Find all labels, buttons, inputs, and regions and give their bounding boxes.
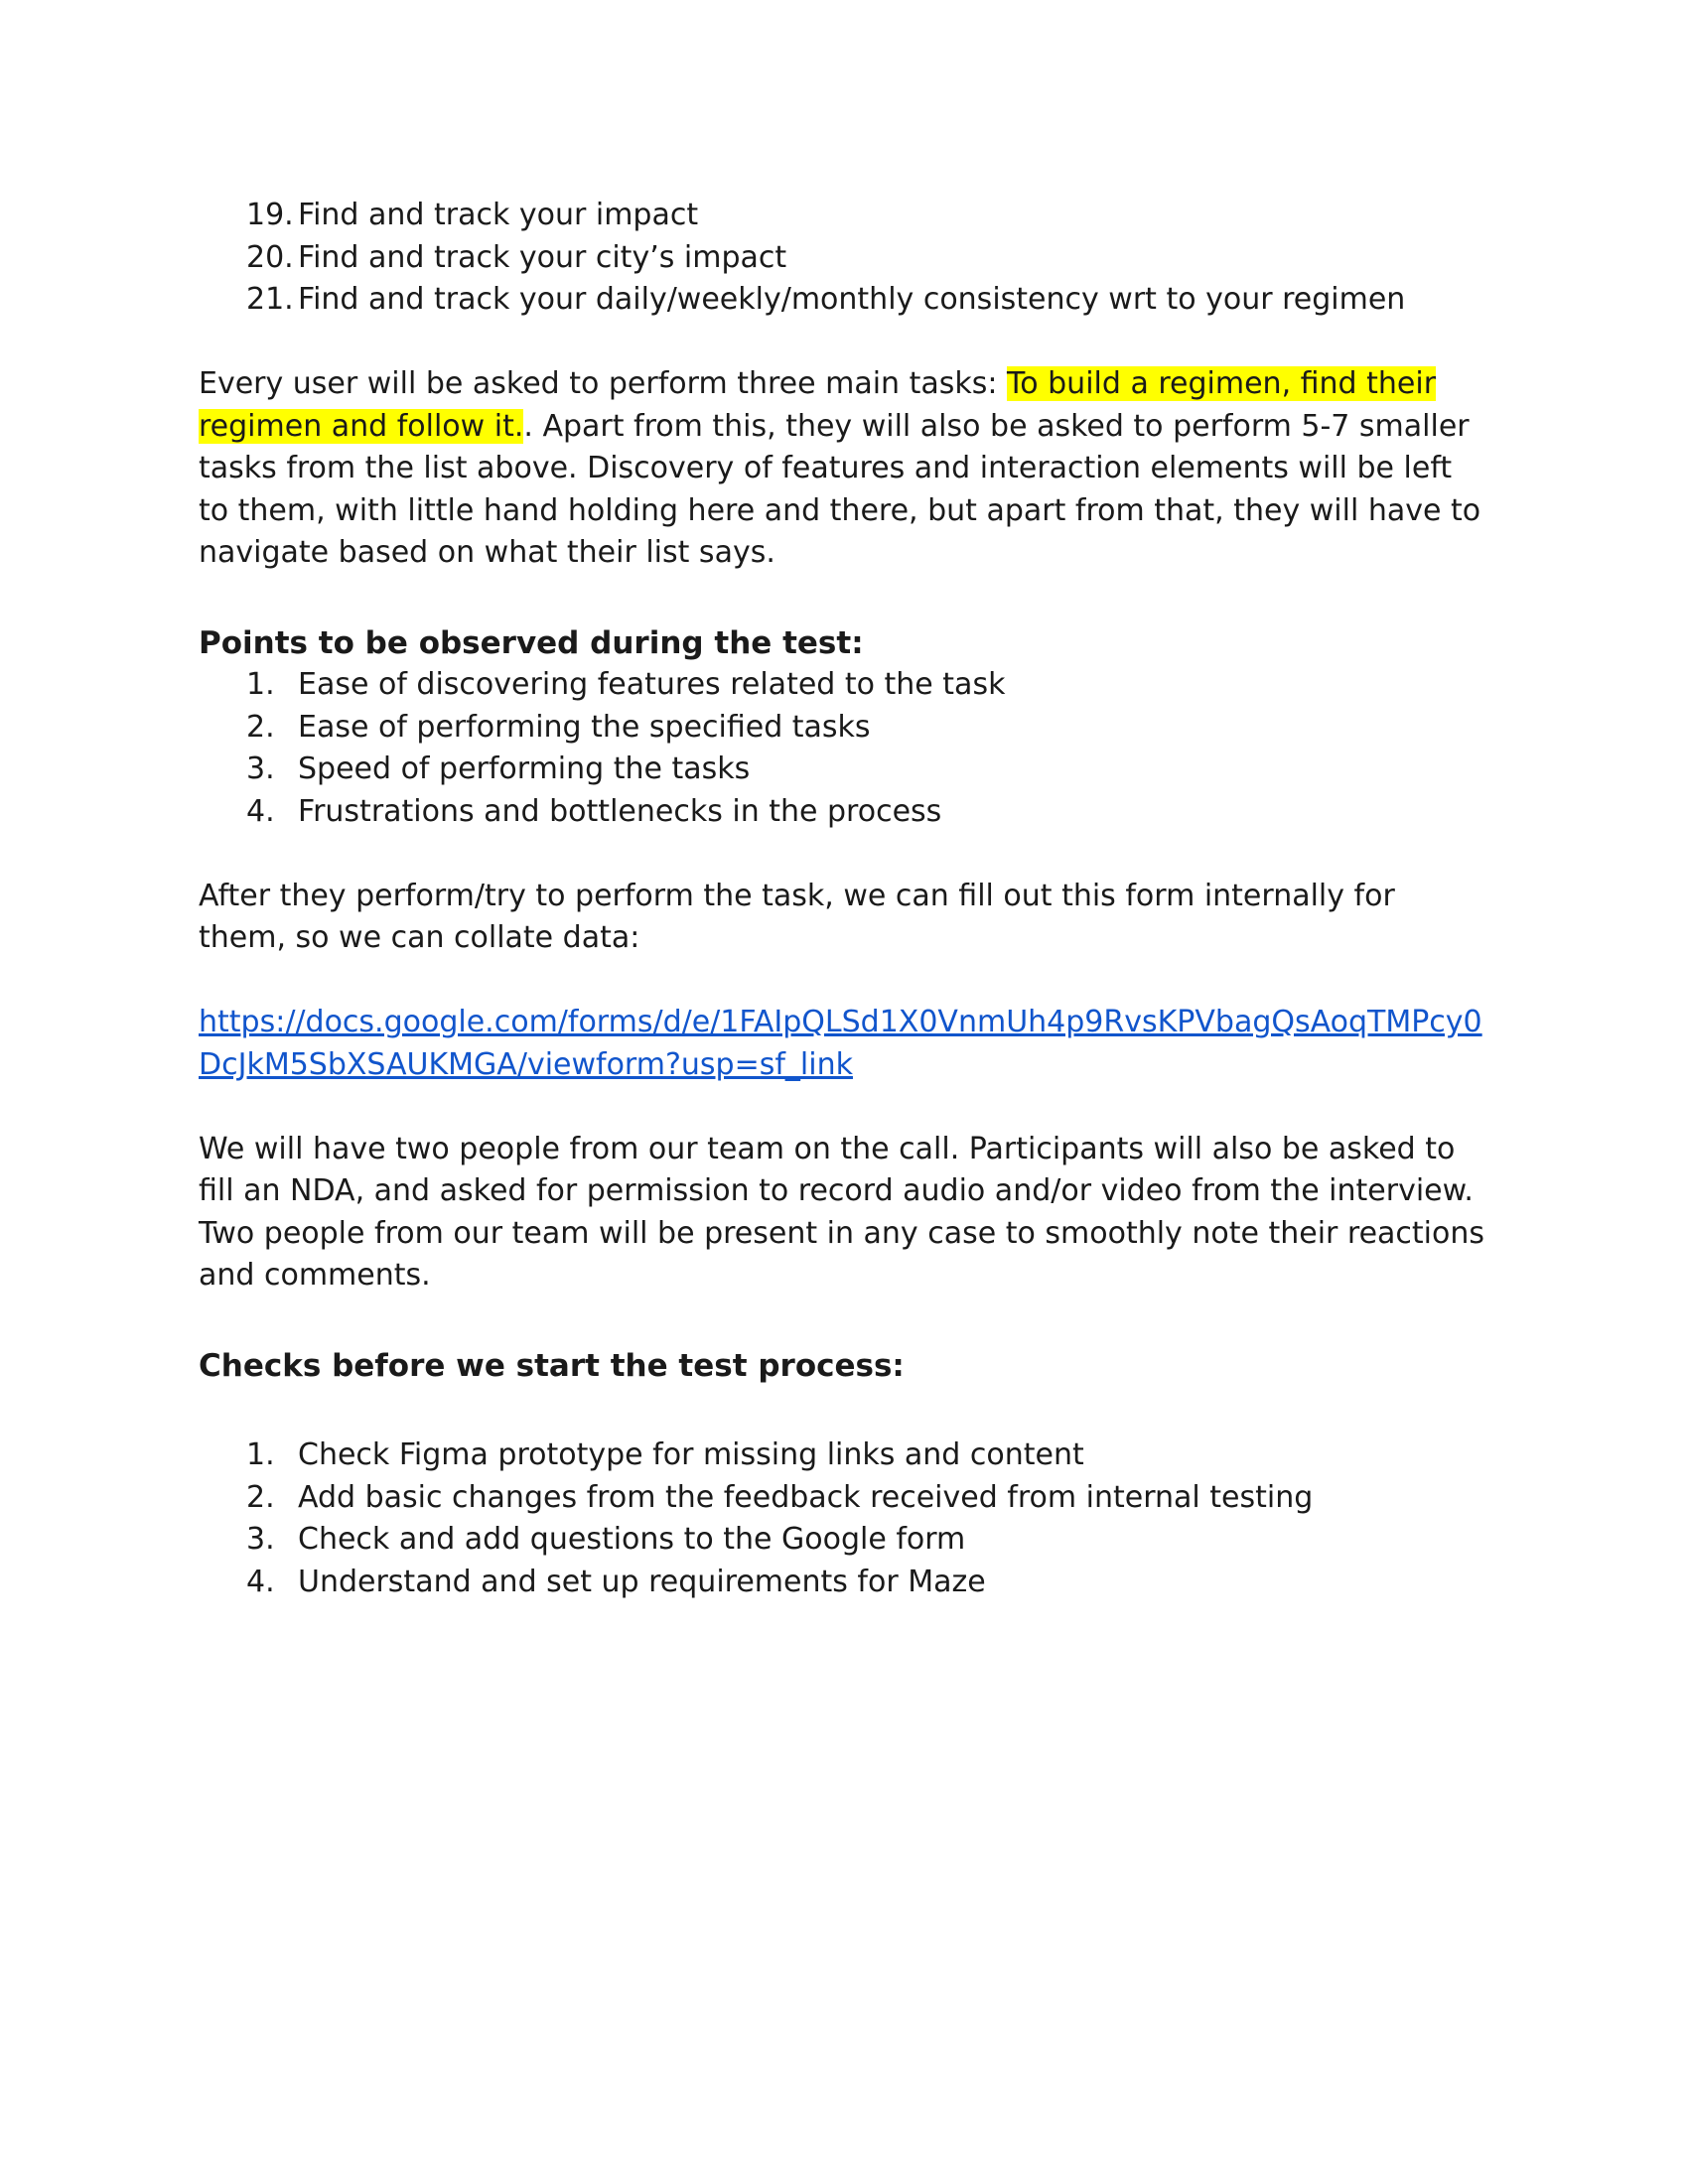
list-item: [199, 1519, 1489, 1562]
list-text: Understand and set up requirements for Maze: [298, 1564, 986, 1599]
list-item: [199, 664, 1489, 707]
form-link-paragraph: [199, 1002, 1489, 1086]
list-item: [199, 195, 1489, 237]
list-text: Add basic changes from the feedback received from internal testing: [298, 1479, 1314, 1515]
tasks-paragraph: [199, 363, 1489, 575]
list-text: Speed of performing the tasks: [298, 751, 751, 786]
list-number: 19.: [246, 198, 294, 232]
list-number: 21.: [246, 282, 294, 317]
list-text: Check and add questions to the Google form: [298, 1522, 966, 1557]
document-body: [199, 195, 1489, 1603]
list-item: [199, 749, 1489, 791]
list-item: [199, 237, 1489, 280]
observe-list: [199, 664, 1489, 833]
list-item: [199, 791, 1489, 834]
list-number: 1.: [246, 1437, 275, 1472]
list-item: [199, 1434, 1489, 1477]
list-number: 3.: [246, 1522, 275, 1557]
tasks-intro: Every user will be asked to perform three main tasks:: [199, 366, 1008, 401]
list-number: 2.: [246, 1479, 275, 1515]
list-text: Find and track your daily/weekly/monthly consistency wrt to your regimen: [298, 282, 1406, 317]
tasks-rest: . Apart from this, they will also be asked to perform 5-7 smaller tasks from the list above. Discovery of features and interaction elements will be left to them, with little hand holding here and there, but apart from that, they will have to navigate based on what their list says.: [199, 408, 1481, 570]
team-paragraph: We will have two people from our team on the call. Participants will also be asked to fill an NDA, and asked for permission to record audio and/or video from the interview. Two people from our team will be present in any case to smoothly note their reactions and comments.: [199, 1131, 1485, 1293]
list-number: 2.: [246, 709, 275, 745]
list-item: [199, 1562, 1489, 1604]
list-item: [199, 1477, 1489, 1520]
list-text: Ease of performing the specified tasks: [298, 709, 871, 745]
list-text: Frustrations and bottlenecks in the process: [298, 793, 942, 829]
list-text: Find and track your city’s impact: [298, 239, 787, 275]
highlighted-tasks: To build a regimen, find their regimen and follow it.: [199, 366, 1437, 444]
list-number: 4.: [246, 793, 275, 829]
list-number: 20.: [246, 239, 294, 275]
checks-heading: Checks before we start the test process:: [199, 1347, 905, 1384]
observe-heading: Points to be observed during the test:: [199, 624, 864, 661]
list-text: Check Figma prototype for missing links and content: [298, 1437, 1084, 1472]
top-task-list: [199, 195, 1489, 322]
list-number: 3.: [246, 751, 275, 786]
list-item: [199, 707, 1489, 750]
list-text: Ease of discovering features related to the task: [298, 667, 1006, 702]
list-text: Find and track your impact: [298, 198, 699, 232]
google-form-link[interactable]: https://docs.google.com/forms/d/e/1FAIpQLSd1X0VnmUh4p9RvsKPVbagQsAoqTMPcy0DcJkM5SbXSAUKMGA/viewform?usp=sf_link: [199, 1005, 1482, 1082]
checks-list: [199, 1434, 1489, 1603]
list-number: 4.: [246, 1564, 275, 1599]
form-paragraph: After they perform/try to perform the task, we can fill out this form internally for them, so we can collate data:: [199, 878, 1395, 955]
list-item: [199, 279, 1489, 322]
list-number: 1.: [246, 667, 275, 702]
